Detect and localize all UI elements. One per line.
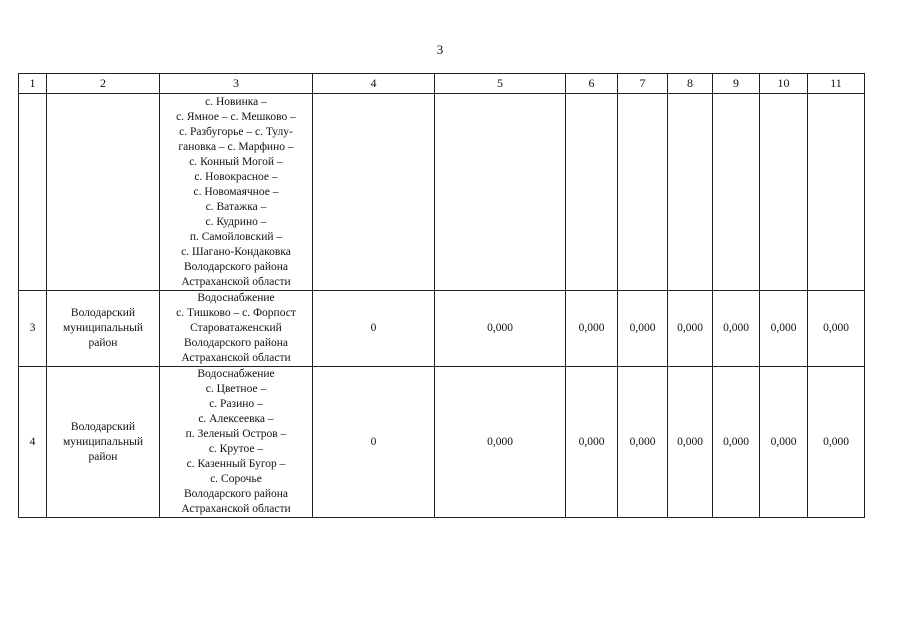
column-header: 6 xyxy=(566,74,618,94)
object-line: с. Разино – xyxy=(209,398,263,410)
value-cell: 0,000 xyxy=(566,291,618,367)
object-line: с. Сорочье xyxy=(210,473,262,485)
district-line: муниципальный xyxy=(62,322,144,334)
row-number-cell: 4 xyxy=(19,367,47,518)
object-line: с. Ямное – с. Мешково – xyxy=(176,110,296,123)
object-line: Староватаженский xyxy=(190,322,282,334)
value-cell xyxy=(668,94,713,291)
row-number-cell xyxy=(19,94,47,291)
object-line: с. Ватажка – xyxy=(205,200,267,213)
district-cell xyxy=(47,291,160,367)
value-cell: 0,000 xyxy=(808,291,865,367)
object-line: п. Зеленый Остров – xyxy=(185,428,287,440)
district-line: Володарский xyxy=(70,420,136,433)
object-line: с. Конный Могой – xyxy=(189,155,283,168)
object-line: с. Новомаячное – xyxy=(193,185,279,198)
object-line: Володарского района xyxy=(183,488,289,500)
object-line: с. Шагано-Кондаковка xyxy=(181,245,291,258)
value-cell: 0,000 xyxy=(760,367,808,518)
district-line: Володарский xyxy=(70,307,136,319)
object-line: с. Крутое – xyxy=(208,443,264,455)
value-cell: 0,000 xyxy=(713,291,760,367)
column-header: 2 xyxy=(47,74,160,94)
value-cell: 0,000 xyxy=(618,291,668,367)
value-cell: 0,000 xyxy=(760,291,808,367)
object-line: с. Казенный Бугор – xyxy=(186,458,286,470)
object-line: Водоснабжение xyxy=(197,368,275,380)
object-line: с. Новокрасное – xyxy=(194,170,278,183)
object-line: Астраханской области xyxy=(181,275,291,288)
value-cell: 0 xyxy=(313,367,435,518)
object-line: с. Разбугорье – с. Тулу- xyxy=(179,125,293,138)
object-cell xyxy=(160,291,313,367)
object-line: с. Тишково – с. Форпост xyxy=(176,307,296,319)
column-header: 4 xyxy=(313,74,435,94)
table-row xyxy=(19,367,865,518)
value-cell xyxy=(808,94,865,291)
object-cell xyxy=(160,367,313,518)
column-header: 5 xyxy=(435,74,566,94)
value-cell xyxy=(713,94,760,291)
object-line: Водоснабжение xyxy=(197,292,275,304)
value-cell xyxy=(435,94,566,291)
column-header: 9 xyxy=(713,74,760,94)
value-cell: 0 xyxy=(313,291,435,367)
object-line: Володарского района xyxy=(183,337,289,349)
object-line: Астраханской области xyxy=(181,352,291,364)
district-line: район xyxy=(88,450,118,463)
object-line: Астраханской области xyxy=(181,503,291,515)
value-cell xyxy=(618,94,668,291)
value-cell: 0,000 xyxy=(668,367,713,518)
table-body xyxy=(19,94,865,518)
value-cell: 0,000 xyxy=(435,367,566,518)
value-cell xyxy=(566,94,618,291)
district-line: район xyxy=(88,337,118,349)
object-line: с. Кудрино – xyxy=(205,215,267,228)
object-line: с. Новинка – xyxy=(205,95,267,108)
column-header: 10 xyxy=(760,74,808,94)
column-header: 3 xyxy=(160,74,313,94)
value-cell xyxy=(760,94,808,291)
column-header: 11 xyxy=(808,74,865,94)
district-cell xyxy=(47,367,160,518)
value-cell: 0,000 xyxy=(435,291,566,367)
column-header: 7 xyxy=(618,74,668,94)
value-cell: 0,000 xyxy=(618,367,668,518)
page-number: 3 xyxy=(436,42,444,57)
value-cell: 0,000 xyxy=(668,291,713,367)
row-number-cell: 3 xyxy=(19,291,47,367)
object-line: Володарского района xyxy=(183,260,289,273)
table-row xyxy=(19,291,865,367)
district-line: муниципальный xyxy=(62,435,144,448)
data-table xyxy=(18,73,865,518)
table-row xyxy=(19,94,865,291)
object-line: с. Алексеевка – xyxy=(198,413,274,425)
object-cell xyxy=(160,94,313,291)
object-line: с. Цветное – xyxy=(205,383,267,395)
value-cell: 0,000 xyxy=(713,367,760,518)
object-line: гановка – с. Марфино – xyxy=(178,140,294,153)
header-row xyxy=(19,74,865,94)
column-header: 8 xyxy=(668,74,713,94)
district-cell xyxy=(47,94,160,291)
column-header: 1 xyxy=(19,74,47,94)
value-cell: 0,000 xyxy=(566,367,618,518)
value-cell: 0,000 xyxy=(808,367,865,518)
value-cell xyxy=(313,94,435,291)
object-line: п. Самойловский – xyxy=(189,230,283,243)
